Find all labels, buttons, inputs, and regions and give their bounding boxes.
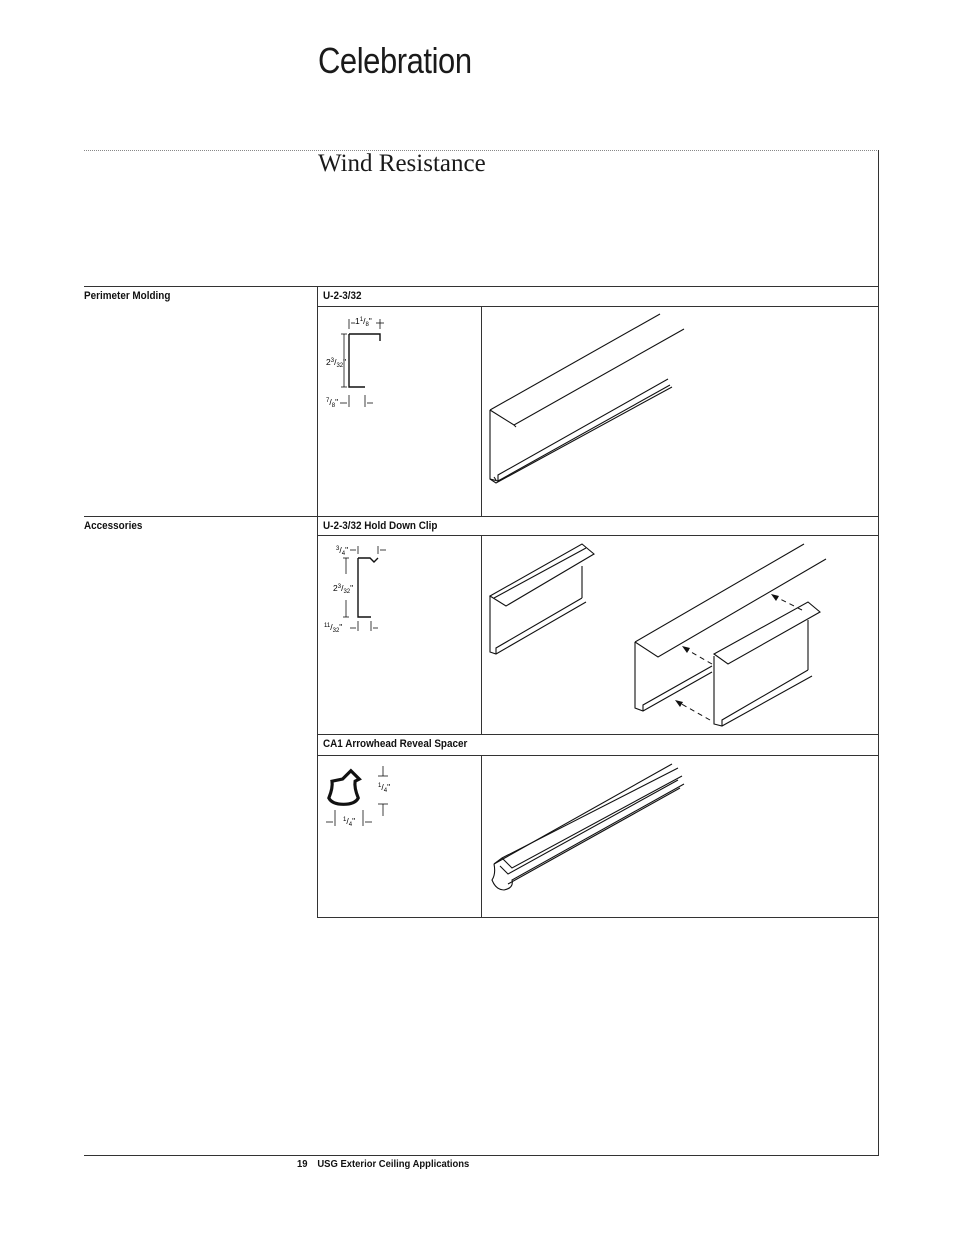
dim-top: $^3/_4$" <box>336 545 349 557</box>
spacer-isometric-drawing <box>482 756 878 916</box>
spacer-profile-diagram <box>318 756 481 916</box>
cell-divider <box>318 917 879 918</box>
row-divider <box>84 286 879 287</box>
dim-height: $^1/_4$" <box>378 782 391 794</box>
section-title: Wind Resistance <box>318 150 486 177</box>
perimeter-profile-diagram <box>318 307 481 515</box>
clip-profile-diagram <box>318 536 481 734</box>
page-number: 19 <box>297 1158 308 1170</box>
perimeter-molding-label: Perimeter Molding <box>84 290 171 302</box>
dim-height: $2^3/_{32}$" <box>333 583 354 595</box>
clip-product-label: U-2-3/32 Hold Down Clip <box>323 520 438 532</box>
spacer-product-label: CA1 Arrowhead Reveal Spacer <box>323 738 468 750</box>
dim-bottom: $^{11}/_{32}$" <box>324 622 343 634</box>
footer-rule <box>84 1155 879 1156</box>
dim-top: $1^1/_8$" <box>355 316 372 328</box>
dim-height: $2^3/_{32}$" <box>326 357 347 369</box>
right-margin-rule <box>878 150 879 1156</box>
page-title: Celebration <box>318 40 472 81</box>
footer <box>297 1158 476 1170</box>
clip-isometric-drawing <box>482 536 878 734</box>
perimeter-product-label: U-2-3/32 <box>323 290 362 302</box>
dim-width: $^1/_4$" <box>343 816 356 828</box>
cell-divider <box>318 734 879 735</box>
document-title: USG Exterior Ceiling Applications <box>317 1158 470 1170</box>
row-divider <box>84 516 879 517</box>
dim-bottom: $^7/_8$" <box>326 397 339 409</box>
perimeter-isometric-drawing <box>482 307 878 515</box>
accessories-label: Accessories <box>84 520 143 532</box>
